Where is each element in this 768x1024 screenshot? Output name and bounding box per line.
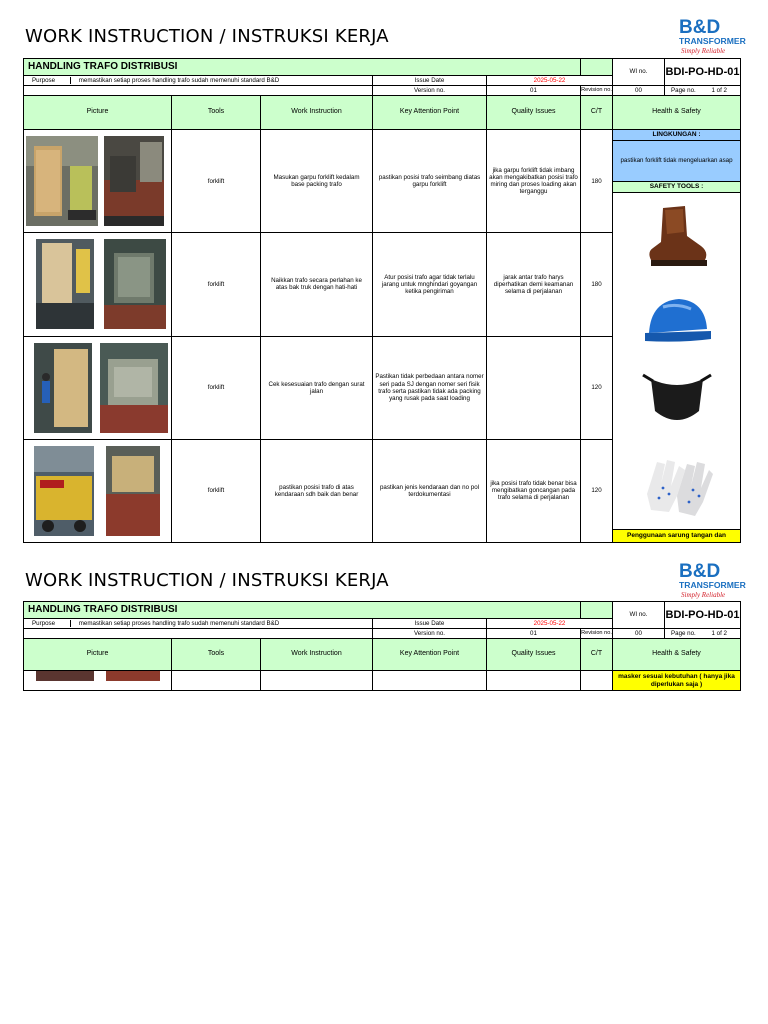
step-quality-issue: jika posisi trafo tidak benar bisa mengibatkan goncangan pada trafo selama di perjalanan xyxy=(487,439,581,542)
step-pictures xyxy=(24,130,172,233)
issue-date-label: Issue Date xyxy=(373,619,487,629)
revision-value: 00 xyxy=(613,86,665,96)
revision-label: Revision no. xyxy=(581,629,613,639)
col-header-health-safety: Health & Safety xyxy=(613,96,741,130)
step-pictures xyxy=(24,439,172,542)
svg-text:B&D: B&D xyxy=(679,17,721,38)
table-row xyxy=(24,130,741,233)
step-instruction: Cek kesesuaian trafo dengan surat jalan xyxy=(261,336,373,439)
col-header-tools: Tools xyxy=(172,96,261,130)
safety-note-continued: masker sesuai kebutuhan ( hanya jika diperlukan saja ) xyxy=(613,671,741,691)
version-value: 01 xyxy=(487,629,581,639)
document-page-2 xyxy=(0,556,768,706)
col-header-health-safety: Health & Safety xyxy=(613,639,741,671)
work-instruction-table xyxy=(23,601,741,691)
gloves-icon xyxy=(639,454,715,520)
safety-tools-list xyxy=(613,193,740,529)
purpose-row xyxy=(24,76,373,86)
version-value: 01 xyxy=(487,86,581,96)
environment-text: pastikan forklift tidak mengeluarkan asap xyxy=(613,141,740,182)
step-ct: 120 xyxy=(581,439,613,542)
svg-text:Simply Reliable: Simply Reliable xyxy=(681,591,726,599)
photo-cropped xyxy=(36,671,94,681)
table-row xyxy=(24,671,741,691)
step-key-point: pastikan jenis kendaraan dan no pol terdokumentasi xyxy=(373,439,487,542)
page-no-label: Page no. xyxy=(671,629,696,637)
purpose-row xyxy=(24,619,373,629)
revision-value: 00 xyxy=(613,629,665,639)
document-title: WORK INSTRUCTION / INSTRUKSI KERJA xyxy=(25,26,389,47)
step-quality-issue: jarak antar trafo harys diperhatikan demi keamanan selama di perjalanan xyxy=(487,233,581,336)
issue-date-label: Issue Date xyxy=(373,76,487,86)
version-label: Version no. xyxy=(373,86,487,96)
photo-trafo-secured xyxy=(106,446,160,536)
health-safety-panel xyxy=(613,130,741,543)
photo-worker-checking xyxy=(34,343,92,433)
bnd-transformer-logo xyxy=(678,16,746,56)
photo-trafo-serial xyxy=(100,343,168,433)
version-label: Version no. xyxy=(373,629,487,639)
step-pictures xyxy=(24,233,172,336)
col-header-picture: Picture xyxy=(24,639,172,671)
document-title: WORK INSTRUCTION / INSTRUKSI KERJA xyxy=(25,570,389,591)
col-header-ct: C/T xyxy=(581,96,613,130)
step-key-point: pastikan posisi trafo seimbang diatas garpu forklift xyxy=(373,130,487,233)
photo-trafo-on-truck xyxy=(104,239,166,329)
photo-cropped xyxy=(106,671,160,681)
issue-date-value: 2025-05-22 xyxy=(487,76,613,86)
page-no xyxy=(665,86,741,96)
work-instruction-table xyxy=(23,58,741,543)
page-no-label: Page no. xyxy=(671,86,696,94)
photo-warehouse-trafo xyxy=(36,239,94,329)
revision-label: Revision no. xyxy=(581,86,613,96)
hard-hat-icon xyxy=(641,291,713,353)
issue-date-value: 2025-05-22 xyxy=(487,619,613,629)
step-quality-issue xyxy=(487,336,581,439)
step-tools: forklift xyxy=(172,130,261,233)
safety-tools-label: SAFETY TOOLS : xyxy=(613,182,740,193)
wi-name: HANDLING TRAFO DISTRIBUSI xyxy=(24,602,581,619)
col-header-work-instruction: Work Instruction xyxy=(261,639,373,671)
col-header-ct: C/T xyxy=(581,639,613,671)
svg-text:TRANSFORMER: TRANSFORMER xyxy=(679,36,746,46)
wi-no-value: BDI-PO-HD-01 xyxy=(665,59,741,86)
svg-text:Simply Reliable: Simply Reliable xyxy=(681,47,726,55)
step-ct: 120 xyxy=(581,336,613,439)
purpose-text: memastikan setiap proses handling trafo sudah memenuhi standard B&D xyxy=(78,619,280,627)
step-ct: 180 xyxy=(581,130,613,233)
face-mask-icon xyxy=(641,371,713,435)
wi-name: HANDLING TRAFO DISTRIBUSI xyxy=(24,59,581,76)
photo-forklift-crate xyxy=(26,136,98,226)
wi-no-label: WI no. xyxy=(613,59,665,86)
col-header-work-instruction: Work Instruction xyxy=(261,96,373,130)
purpose-text: memastikan setiap proses handling trafo sudah memenuhi standard B&D xyxy=(78,76,280,84)
col-header-quality-issues: Quality Issues xyxy=(487,96,581,130)
wi-no-label: WI no. xyxy=(613,602,665,629)
step-instruction: Naikkan trafo secara perlahan ke atas bak truk dengan hati-hati xyxy=(261,233,373,336)
step-key-point: Atur posisi trafo agar tidak terlalu jarang untuk mnghindari goyangan ketika pengiriman xyxy=(373,233,487,336)
environment-label: LINGKUNGAN : xyxy=(613,130,740,141)
col-header-picture: Picture xyxy=(24,96,172,130)
safety-boot-icon xyxy=(641,202,713,272)
photo-loaded-truck xyxy=(34,446,94,536)
step-pictures xyxy=(24,336,172,439)
col-header-key-attention: Key Attention Point xyxy=(373,639,487,671)
safety-note: Penggunaan sarung tangan dan xyxy=(613,529,740,542)
col-header-quality-issues: Quality Issues xyxy=(487,639,581,671)
step-quality-issue: jika garpu forklift tidak imbang akan mengakibatkan posisi trafo miring dan proses loading akan terganggu xyxy=(487,130,581,233)
wi-no-value: BDI-PO-HD-01 xyxy=(665,602,741,629)
col-header-tools: Tools xyxy=(172,639,261,671)
step-pictures-continued xyxy=(24,671,172,691)
svg-text:B&D: B&D xyxy=(679,561,721,582)
page-no xyxy=(665,629,741,639)
step-tools: forklift xyxy=(172,233,261,336)
step-instruction: Masukan garpu forklift kedalam base packing trafo xyxy=(261,130,373,233)
step-ct: 180 xyxy=(581,233,613,336)
col-header-key-attention: Key Attention Point xyxy=(373,96,487,130)
page-no-value: 1 of 2 xyxy=(711,629,727,637)
step-instruction: pastikan posisi trafo di atas kendaraan sdh baik dan benar xyxy=(261,439,373,542)
purpose-label: Purpose xyxy=(32,77,71,84)
photo-truck-loading xyxy=(104,136,164,226)
svg-text:TRANSFORMER: TRANSFORMER xyxy=(679,580,746,590)
bnd-transformer-logo xyxy=(678,560,746,600)
step-tools: forklift xyxy=(172,439,261,542)
step-key-point: Pastikan tidak perbedaan antara nomer seri pada SJ dengan nomer seri fisik trafo serta pastikan tidak ada packing yang rusak pada saat loading xyxy=(373,336,487,439)
purpose-label: Purpose xyxy=(32,620,71,627)
page-no-value: 1 of 2 xyxy=(711,86,727,94)
step-tools: forklift xyxy=(172,336,261,439)
